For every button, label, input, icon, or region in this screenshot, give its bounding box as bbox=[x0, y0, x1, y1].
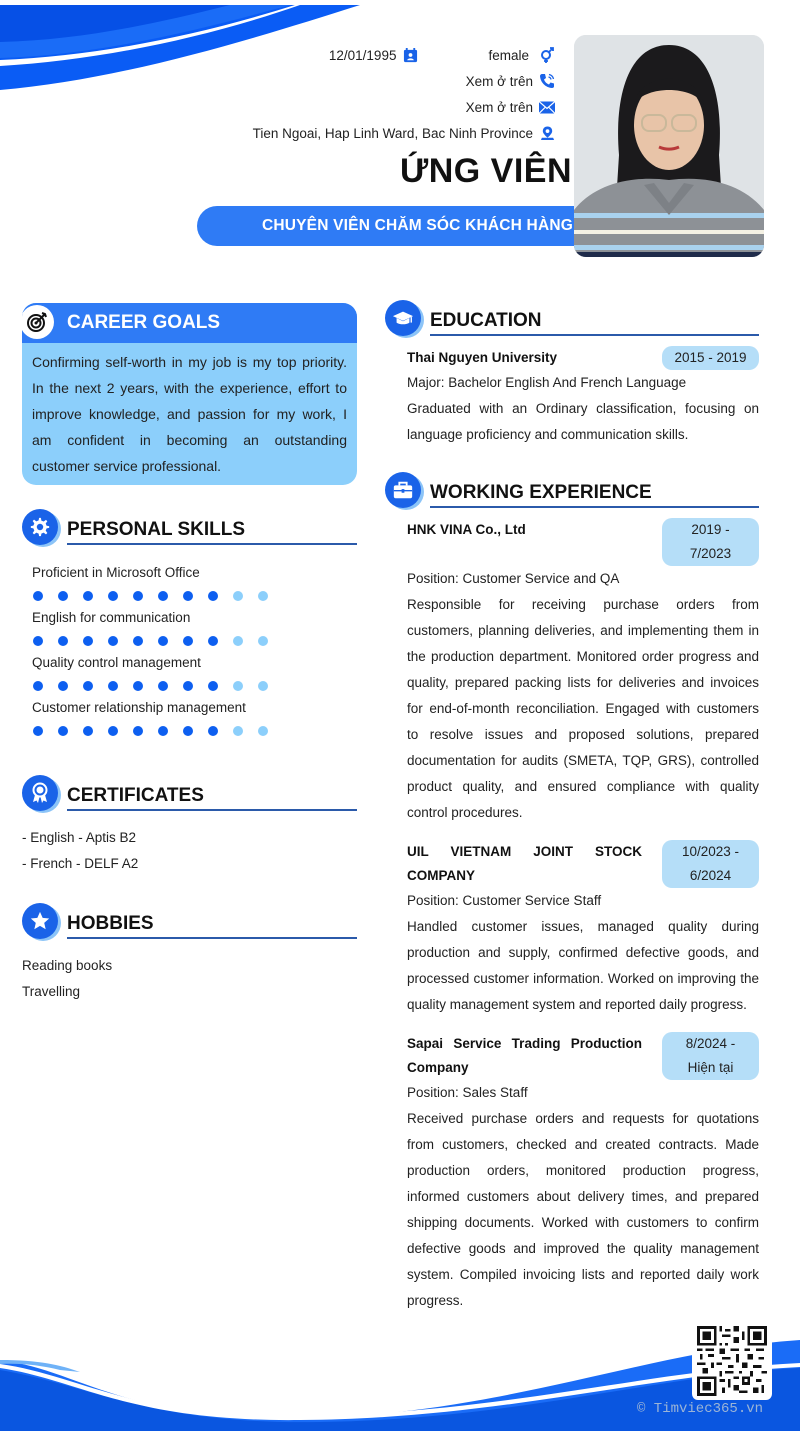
experience-section bbox=[385, 472, 759, 1314]
skill-item bbox=[32, 608, 357, 653]
job-title: CHUYÊN VIÊN CHĂM SÓC KHÁCH HÀNG bbox=[261, 217, 573, 234]
rating-dot-filled bbox=[33, 726, 43, 736]
right-column bbox=[385, 300, 759, 1314]
star-icon bbox=[22, 903, 58, 939]
rating-dot-filled bbox=[158, 681, 168, 691]
career-goals-text: Confirming self-worth in my job is my top priority. In the next 2 years, with the experience, effort to improve knowledge, and passion for my work, I am confident in becoming an outstanding customer service professional. bbox=[32, 354, 347, 474]
skill-item bbox=[32, 698, 357, 743]
rating-dot-filled bbox=[58, 726, 68, 736]
experience-entry bbox=[385, 1032, 759, 1314]
skill-item bbox=[32, 653, 357, 698]
rating-dot-filled bbox=[208, 591, 218, 601]
personal-skills-title: PERSONAL SKILLS bbox=[67, 519, 357, 545]
hobby-item: Travelling bbox=[22, 984, 81, 999]
rating-dot-filled bbox=[158, 636, 168, 646]
skill-rating bbox=[32, 718, 357, 743]
experience-title: WORKING EXPERIENCE bbox=[430, 482, 759, 508]
rating-dot-filled bbox=[83, 636, 93, 646]
contact-row-dob-gender bbox=[225, 42, 555, 68]
rating-dot-filled bbox=[108, 726, 118, 736]
envelope-icon bbox=[539, 99, 555, 115]
rating-dot-filled bbox=[183, 591, 193, 601]
position-text: Position: Sales Staff bbox=[407, 1085, 528, 1100]
rating-dot-empty bbox=[258, 681, 268, 691]
personal-skills-section bbox=[22, 509, 357, 743]
rating-dot-filled bbox=[183, 636, 193, 646]
company-name: UIL VIETNAM JOINT STOCK COMPANY bbox=[407, 844, 642, 883]
rating-dot-filled bbox=[133, 591, 143, 601]
skill-name: Proficient in Microsoft Office bbox=[32, 565, 200, 580]
graduation-cap-icon bbox=[385, 300, 421, 336]
rating-dot-empty bbox=[258, 636, 268, 646]
address-text: Tien Ngoai, Hap Linh Ward, Bac Ninh Province bbox=[252, 125, 533, 141]
contact-row-phone bbox=[225, 68, 555, 94]
rating-dot-empty bbox=[233, 591, 243, 601]
rating-dot-filled bbox=[183, 726, 193, 736]
rating-dot-filled bbox=[83, 726, 93, 736]
rating-dot-filled bbox=[108, 681, 118, 691]
education-description: Graduated with an Ordinary classification, focusing on language proficiency and communication skills. bbox=[407, 401, 759, 442]
education-entry bbox=[385, 346, 759, 448]
candidate-name: ỨNG VIÊN bbox=[399, 152, 572, 190]
certificates-section bbox=[22, 775, 357, 877]
company-name: Sapai Service Trading Production Company bbox=[407, 1036, 642, 1075]
skill-name: Customer relationship management bbox=[32, 700, 246, 715]
hobbies-section bbox=[22, 903, 357, 1005]
copyright-text: © Timviec365.vn bbox=[637, 1401, 764, 1417]
rating-dot-filled bbox=[208, 636, 218, 646]
education-section bbox=[385, 300, 759, 448]
experience-description: Received purchase orders and requests for quotations from customers, checked and created contracts. Made production orders, monitored production progress, informed customers about delivery times, and prepared shipping documents. Worked with customers to confirm defective goods and improved the quality management system. Compiled invoicing lists and reported daily work progress. bbox=[407, 1111, 759, 1308]
gear-icon bbox=[22, 509, 58, 545]
certificate-item: - English - Aptis B2 bbox=[22, 830, 137, 845]
experience-entry bbox=[385, 840, 759, 1018]
skill-rating bbox=[32, 673, 357, 698]
hobbies-list bbox=[22, 953, 357, 1005]
contact-row-address bbox=[225, 120, 555, 146]
rating-dot-filled bbox=[83, 591, 93, 601]
certificate-item: - French - DELF A2 bbox=[22, 856, 139, 871]
rating-dot-filled bbox=[158, 726, 168, 736]
experience-header bbox=[385, 472, 759, 508]
rating-dot-empty bbox=[233, 726, 243, 736]
period-badge: 2019 - 7/2023 bbox=[662, 518, 759, 566]
rating-dot-filled bbox=[33, 591, 43, 601]
qr-code[interactable] bbox=[692, 1322, 772, 1400]
education-title: EDUCATION bbox=[430, 310, 759, 336]
certificates-title: CERTIFICATES bbox=[67, 785, 357, 811]
career-goals-section bbox=[22, 303, 357, 485]
hobbies-title: HOBBIES bbox=[67, 913, 357, 939]
briefcase-icon bbox=[385, 472, 421, 508]
rating-dot-filled bbox=[208, 681, 218, 691]
period-badge: 2015 - 2019 bbox=[662, 346, 759, 370]
school-name: Thai Nguyen University bbox=[407, 350, 558, 365]
contact-row-email bbox=[225, 94, 555, 120]
gender-text: female bbox=[488, 47, 529, 63]
rating-dot-filled bbox=[83, 681, 93, 691]
rating-dot-filled bbox=[58, 681, 68, 691]
certificates-header bbox=[22, 775, 357, 811]
rating-dot-empty bbox=[233, 681, 243, 691]
rating-dot-filled bbox=[208, 726, 218, 736]
rating-dot-filled bbox=[58, 591, 68, 601]
rating-dot-filled bbox=[58, 636, 68, 646]
phone-icon bbox=[539, 73, 555, 89]
rating-dot-filled bbox=[33, 636, 43, 646]
experience-entry bbox=[385, 518, 759, 826]
job-title-banner bbox=[197, 206, 587, 246]
education-header bbox=[385, 300, 759, 336]
rating-dot-filled bbox=[133, 681, 143, 691]
experience-description: Handled customer issues, managed quality during production and supply, confirmed defective goods, and processed customer information. Worked on improving the quality management system and reported daily progress. bbox=[407, 919, 759, 1012]
rating-dot-filled bbox=[158, 591, 168, 601]
rating-dot-filled bbox=[133, 726, 143, 736]
rating-dot-filled bbox=[133, 636, 143, 646]
profile-photo bbox=[574, 35, 764, 257]
skills-list bbox=[22, 563, 357, 743]
career-goals-title: CAREER GOALS bbox=[67, 312, 221, 333]
location-pin-icon bbox=[539, 125, 555, 141]
period-badge: 10/2023 - 6/2024 bbox=[662, 840, 759, 888]
career-goals-header bbox=[22, 303, 357, 343]
skill-name: English for communication bbox=[32, 610, 191, 625]
rating-dot-filled bbox=[108, 591, 118, 601]
rating-dot-filled bbox=[183, 681, 193, 691]
left-column bbox=[22, 303, 357, 1005]
email-text: Xem ở trên bbox=[465, 99, 533, 115]
position-text: Position: Customer Service and QA bbox=[407, 571, 620, 586]
skill-rating bbox=[32, 583, 357, 608]
hobbies-header bbox=[22, 903, 357, 939]
rating-dot-filled bbox=[108, 636, 118, 646]
skill-rating bbox=[32, 628, 357, 653]
calendar-user-icon bbox=[402, 47, 418, 63]
certificates-list bbox=[22, 825, 357, 877]
major-text: Major: Bachelor English And French Language bbox=[407, 375, 687, 390]
skill-name: Quality control management bbox=[32, 655, 201, 670]
phone-text: Xem ở trên bbox=[465, 73, 533, 89]
gender-icon bbox=[539, 47, 555, 63]
rating-dot-empty bbox=[258, 726, 268, 736]
contact-info bbox=[225, 42, 555, 146]
period-badge: 8/2024 - Hiện tại bbox=[662, 1032, 759, 1080]
award-ribbon-icon bbox=[22, 775, 58, 811]
rating-dot-empty bbox=[258, 591, 268, 601]
skill-item bbox=[32, 563, 357, 608]
position-text: Position: Customer Service Staff bbox=[407, 893, 602, 908]
experience-description: Responsible for receiving purchase orders from customers, planning deliveries, and implementing them in the production department. Monitored order progress and quality, prepared packing lists for deliveries and invoices for end-of-month reconciliation. Engaged with customers to resolve issues and proposed solutions, prepared documentation for audits (SMETA, TQP, GRS), controlled product quality, and ensured compliance with quality control procedures. bbox=[407, 597, 759, 820]
rating-dot-filled bbox=[33, 681, 43, 691]
rating-dot-empty bbox=[233, 636, 243, 646]
personal-skills-header bbox=[22, 509, 357, 545]
company-name: HNK VINA Co., Ltd bbox=[407, 522, 526, 537]
target-icon bbox=[22, 305, 54, 339]
dob-text: 12/01/1995 bbox=[328, 47, 397, 63]
hobby-item: Reading books bbox=[22, 958, 113, 973]
